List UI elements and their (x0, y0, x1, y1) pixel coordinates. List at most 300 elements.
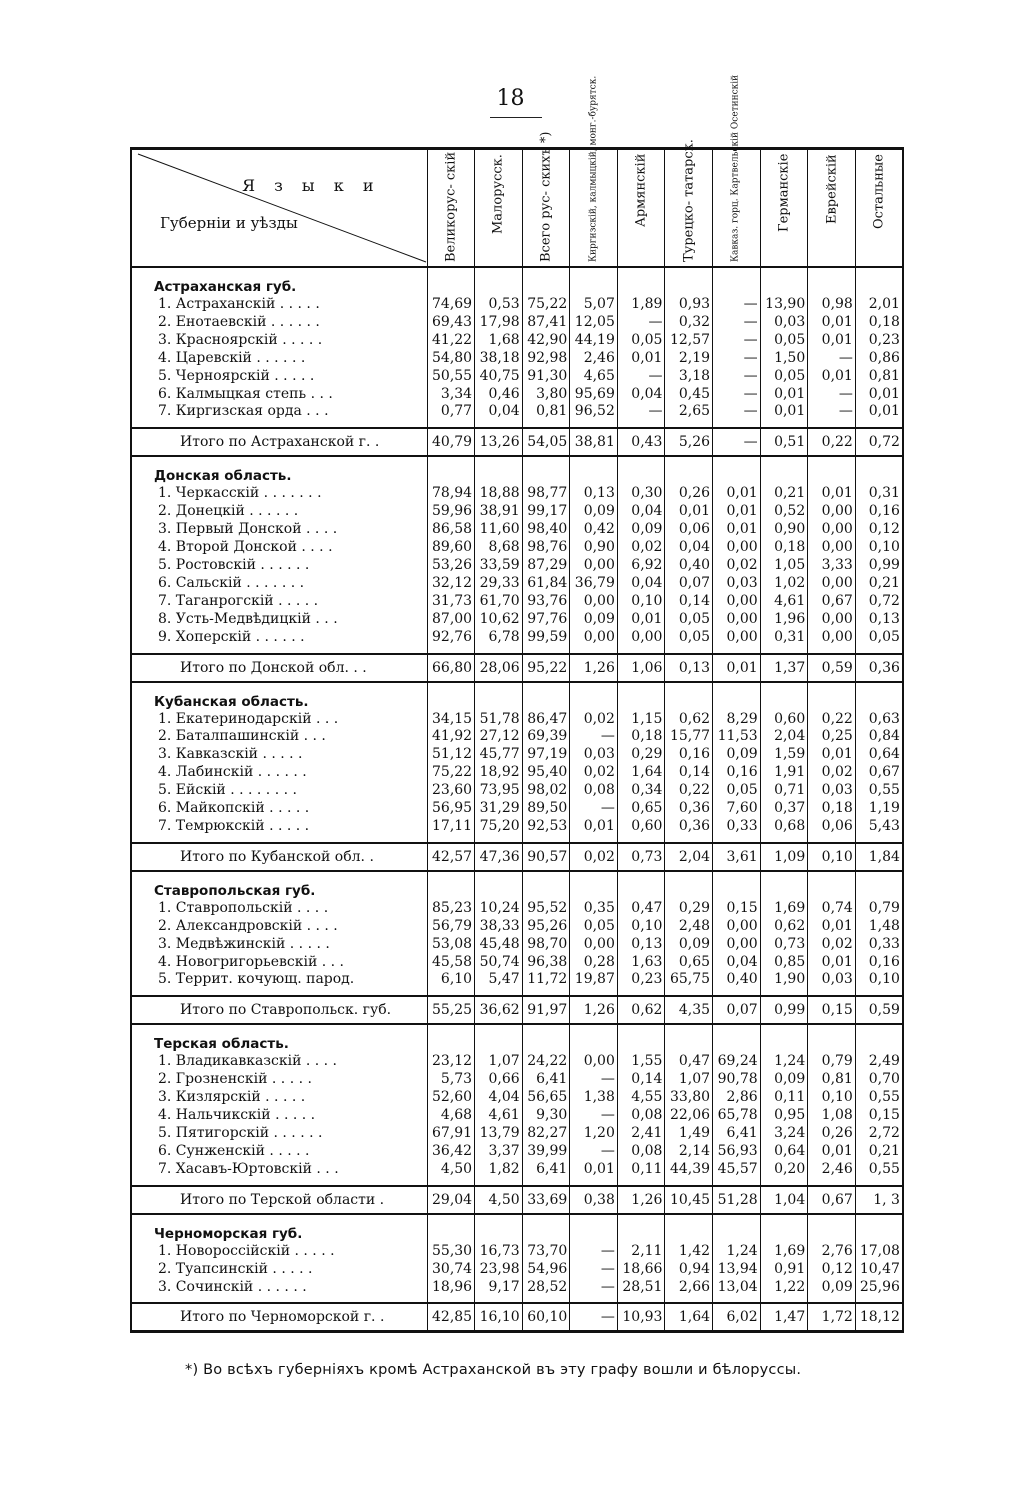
value-cell: 0,74 (808, 900, 856, 918)
total-value-cell: 0,38 (570, 1186, 618, 1214)
value-cell: 0,01 (855, 403, 903, 421)
value-cell: 1,49 (665, 1125, 713, 1143)
total-value-cell: 10,93 (617, 1303, 665, 1332)
value-cell: 0,60 (617, 818, 665, 836)
empty-cell (427, 682, 475, 711)
empty-cell (760, 1296, 808, 1303)
total-value-cell: 4,50 (475, 1186, 523, 1214)
district-name: 5. Пятигорскій . . . . . . (131, 1125, 427, 1143)
value-cell: 0,01 (713, 503, 761, 521)
value-cell: 2,72 (855, 1125, 903, 1143)
value-cell: 0,04 (665, 539, 713, 557)
empty-cell (131, 1296, 427, 1303)
value-cell: 24,22 (522, 1053, 570, 1071)
total-value-cell: 29,04 (427, 1186, 475, 1214)
total-value-cell: 16,10 (475, 1303, 523, 1332)
total-value-cell: 0,36 (855, 654, 903, 682)
value-cell: 39,99 (522, 1143, 570, 1161)
total-value-cell: 1,84 (855, 843, 903, 871)
value-cell: 1,05 (760, 557, 808, 575)
total-value-cell: 1,04 (760, 1186, 808, 1214)
empty-cell (855, 1024, 903, 1053)
total-value-cell: 1,47 (760, 1303, 808, 1332)
empty-cell (570, 989, 618, 996)
table-row (131, 800, 903, 818)
value-cell: 0,79 (808, 1053, 856, 1071)
empty-cell (665, 267, 713, 296)
value-cell: 0,01 (617, 350, 665, 368)
value-cell: 2,11 (617, 1243, 665, 1261)
section-title: Донская область. (131, 456, 427, 485)
value-cell: 0,11 (760, 1089, 808, 1107)
value-cell: 4,68 (427, 1107, 475, 1125)
column-header-label: Еврейскій (824, 154, 840, 224)
value-cell: 0,10 (855, 539, 903, 557)
empty-cell (131, 836, 427, 843)
value-cell: 99,59 (522, 629, 570, 647)
empty-cell (713, 456, 761, 485)
value-cell: 0,01 (808, 918, 856, 936)
value-cell: 0,22 (665, 782, 713, 800)
value-cell: 0,52 (760, 503, 808, 521)
value-cell: 0,14 (665, 764, 713, 782)
total-value-cell: 5,26 (665, 428, 713, 456)
total-value-cell: 38,81 (570, 428, 618, 456)
value-cell: 0,12 (855, 521, 903, 539)
value-cell: 0,00 (713, 539, 761, 557)
empty-cell (760, 1024, 808, 1053)
value-cell: 0,79 (855, 900, 903, 918)
empty-cell (713, 989, 761, 996)
empty-cell (713, 682, 761, 711)
value-cell: 0,64 (760, 1143, 808, 1161)
value-cell: 98,76 (522, 539, 570, 557)
district-name: 6. Сальскій . . . . . . . (131, 575, 427, 593)
value-cell: 0,09 (760, 1071, 808, 1089)
empty-cell (475, 647, 523, 654)
value-cell: 0,99 (855, 557, 903, 575)
value-cell: 0,20 (760, 1161, 808, 1179)
empty-cell (665, 836, 713, 843)
empty-cell (617, 836, 665, 843)
value-cell: 89,50 (522, 800, 570, 818)
district-name: 7. Темрюкскій . . . . . (131, 818, 427, 836)
value-cell: 8,29 (713, 711, 761, 729)
empty-cell (475, 682, 523, 711)
value-cell: 0,66 (475, 1071, 523, 1089)
district-name: 2. Донецкій . . . . . . (131, 503, 427, 521)
value-cell: 0,33 (855, 936, 903, 954)
table-row (131, 332, 903, 350)
value-cell: 89,60 (427, 539, 475, 557)
value-cell: 56,79 (427, 918, 475, 936)
value-cell: 0,01 (713, 521, 761, 539)
empty-cell (855, 871, 903, 900)
total-value-cell: 0,99 (760, 996, 808, 1024)
empty-cell (617, 1024, 665, 1053)
value-cell: 0,47 (665, 1053, 713, 1071)
section-title: Черноморская губ. (131, 1214, 427, 1243)
value-cell: 0,32 (665, 314, 713, 332)
total-value-cell: 0,73 (617, 843, 665, 871)
total-value-cell: 0,72 (855, 428, 903, 456)
value-cell: 0,46 (475, 386, 523, 404)
empty-cell (475, 1024, 523, 1053)
value-cell: 87,41 (522, 314, 570, 332)
district-name: 5. Ейскій . . . . . . . . (131, 782, 427, 800)
value-cell: 1,24 (713, 1243, 761, 1261)
empty-cell (617, 267, 665, 296)
value-cell: 2,48 (665, 918, 713, 936)
value-cell: 16,73 (475, 1243, 523, 1261)
value-cell: 0,04 (617, 575, 665, 593)
value-cell: 5,43 (855, 818, 903, 836)
value-cell: 1,63 (617, 954, 665, 972)
value-cell: 0,00 (570, 1053, 618, 1071)
district-name: 1. Владикавказскій . . . . (131, 1053, 427, 1071)
value-cell: 4,61 (475, 1107, 523, 1125)
value-cell: 0,36 (665, 800, 713, 818)
empty-cell (617, 1214, 665, 1243)
total-value-cell: 0,22 (808, 428, 856, 456)
value-cell: 1,07 (475, 1053, 523, 1071)
value-cell: 0,09 (570, 503, 618, 521)
value-cell: 13,90 (760, 296, 808, 314)
empty-cell (427, 836, 475, 843)
value-cell: — (617, 368, 665, 386)
value-cell: 0,02 (808, 764, 856, 782)
value-cell: 28,52 (522, 1279, 570, 1297)
value-cell: 0,55 (855, 1089, 903, 1107)
value-cell: 32,12 (427, 575, 475, 593)
empty-cell (475, 456, 523, 485)
table-row (131, 314, 903, 332)
value-cell: 75,20 (475, 818, 523, 836)
district-name: 7. Таганрогскій . . . . . (131, 593, 427, 611)
value-cell: — (713, 403, 761, 421)
empty-cell (475, 267, 523, 296)
value-cell: 2,65 (665, 403, 713, 421)
empty-cell (570, 1296, 618, 1303)
value-cell: 0,71 (760, 782, 808, 800)
column-header (760, 149, 808, 268)
value-cell: 0,62 (665, 711, 713, 729)
empty-cell (570, 267, 618, 296)
table-row (131, 386, 903, 404)
table-row (131, 764, 903, 782)
total-value-cell: 0,51 (760, 428, 808, 456)
value-cell: 0,01 (808, 368, 856, 386)
value-cell: 92,98 (522, 350, 570, 368)
value-cell: 0,29 (665, 900, 713, 918)
total-value-cell: 1,26 (570, 654, 618, 682)
value-cell: 25,96 (855, 1279, 903, 1297)
empty-cell (475, 1179, 523, 1186)
value-cell: 67,91 (427, 1125, 475, 1143)
value-cell: — (713, 386, 761, 404)
value-cell: 5,07 (570, 296, 618, 314)
total-value-cell: 1,09 (760, 843, 808, 871)
value-cell: 0,01 (808, 314, 856, 332)
empty-cell (522, 682, 570, 711)
value-cell: 86,47 (522, 711, 570, 729)
column-header (713, 74, 761, 268)
value-cell: 1,59 (760, 746, 808, 764)
total-value-cell: 1,26 (617, 1186, 665, 1214)
value-cell: 53,08 (427, 936, 475, 954)
empty-cell (427, 1179, 475, 1186)
total-value-cell: 33,69 (522, 1186, 570, 1214)
empty-cell (855, 1214, 903, 1243)
value-cell: 1,68 (475, 332, 523, 350)
value-cell: 0,40 (713, 971, 761, 989)
table-row (131, 593, 903, 611)
statistics-table-container (130, 74, 902, 1357)
value-cell: 38,18 (475, 350, 523, 368)
value-cell: 69,39 (522, 728, 570, 746)
empty-cell (522, 1179, 570, 1186)
value-cell: 0,65 (617, 800, 665, 818)
total-value-cell: 90,57 (522, 843, 570, 871)
total-value-cell: 0,10 (808, 843, 856, 871)
value-cell: 1,20 (570, 1125, 618, 1143)
value-cell: 1,22 (760, 1279, 808, 1297)
empty-cell (475, 1214, 523, 1243)
value-cell: 3,80 (522, 386, 570, 404)
value-cell: 0,84 (855, 728, 903, 746)
value-cell: 18,66 (617, 1261, 665, 1279)
value-cell: 2,14 (665, 1143, 713, 1161)
value-cell: 0,60 (760, 711, 808, 729)
value-cell: 0,63 (855, 711, 903, 729)
value-cell: 61,84 (522, 575, 570, 593)
value-cell: 1,64 (617, 764, 665, 782)
value-cell: 0,14 (665, 593, 713, 611)
total-row (131, 1186, 903, 1214)
value-cell: 61,70 (475, 593, 523, 611)
value-cell: 0,47 (617, 900, 665, 918)
column-header-label: Армянскій (633, 154, 649, 228)
footnote: *) Во всѣхъ губерніяхъ кромѣ Астраханской въ эту графу вошли и бѣлоруссы. (185, 1362, 802, 1378)
district-name: 5. Ростовскій . . . . . . (131, 557, 427, 575)
value-cell: 0,08 (570, 782, 618, 800)
empty-cell (522, 1024, 570, 1053)
value-cell: 0,00 (808, 629, 856, 647)
value-cell: 0,09 (617, 521, 665, 539)
value-cell: 0,01 (760, 386, 808, 404)
languages-label: Я з ы к и (242, 176, 381, 195)
value-cell: 0,16 (855, 954, 903, 972)
table-row (131, 900, 903, 918)
section-heading-row (131, 1024, 903, 1053)
value-cell: 10,62 (475, 611, 523, 629)
value-cell: 0,00 (570, 593, 618, 611)
value-cell: 4,61 (760, 593, 808, 611)
table-row (131, 936, 903, 954)
value-cell: 0,00 (713, 936, 761, 954)
value-cell: 0,02 (570, 711, 618, 729)
empty-cell (617, 989, 665, 996)
column-header-label: Турецко- татарск. (681, 139, 697, 262)
value-cell: 2,04 (760, 728, 808, 746)
empty-cell (475, 1296, 523, 1303)
table-row (131, 611, 903, 629)
empty-cell (855, 1296, 903, 1303)
total-value-cell: 1, 3 (855, 1186, 903, 1214)
empty-cell (855, 456, 903, 485)
table-header-row (131, 149, 903, 268)
district-name: 6. Майкопскій . . . . . (131, 800, 427, 818)
column-header (855, 149, 903, 268)
total-value-cell: 1,06 (617, 654, 665, 682)
value-cell: 2,66 (665, 1279, 713, 1297)
value-cell: 0,01 (855, 386, 903, 404)
value-cell: 0,05 (855, 629, 903, 647)
value-cell: 85,23 (427, 900, 475, 918)
empty-cell (665, 421, 713, 428)
empty-cell (617, 1179, 665, 1186)
value-cell: 55,30 (427, 1243, 475, 1261)
section-title: Ставропольская губ. (131, 871, 427, 900)
value-cell: 40,75 (475, 368, 523, 386)
empty-cell (475, 421, 523, 428)
value-cell: 1,55 (617, 1053, 665, 1071)
value-cell: 1,50 (760, 350, 808, 368)
empty-cell (617, 456, 665, 485)
district-name: 2. Александровскій . . . . (131, 918, 427, 936)
table-row (131, 503, 903, 521)
value-cell: 0,70 (855, 1071, 903, 1089)
empty-cell (808, 267, 856, 296)
empty-cell (522, 836, 570, 843)
value-cell: 51,78 (475, 711, 523, 729)
value-cell: 0,31 (760, 629, 808, 647)
empty-cell (570, 836, 618, 843)
value-cell: — (570, 1071, 618, 1089)
value-cell: 45,57 (713, 1161, 761, 1179)
empty-cell (760, 682, 808, 711)
page-number: 18 (496, 86, 525, 111)
empty-cell (760, 989, 808, 996)
value-cell: 0,11 (617, 1161, 665, 1179)
value-cell: 0,00 (713, 611, 761, 629)
empty-cell (522, 267, 570, 296)
value-cell: 56,95 (427, 800, 475, 818)
value-cell: 69,24 (713, 1053, 761, 1071)
value-cell: 0,10 (855, 971, 903, 989)
value-cell: 0,10 (617, 918, 665, 936)
empty-cell (475, 836, 523, 843)
language-statistics-table (130, 74, 904, 1333)
value-cell: 0,06 (808, 818, 856, 836)
total-row (131, 843, 903, 871)
value-cell: — (570, 1279, 618, 1297)
value-cell: 19,87 (570, 971, 618, 989)
value-cell: 0,26 (808, 1125, 856, 1143)
value-cell: 2,41 (617, 1125, 665, 1143)
value-cell: 0,13 (617, 936, 665, 954)
value-cell: 0,00 (808, 575, 856, 593)
value-cell: 2,46 (570, 350, 618, 368)
empty-cell (760, 836, 808, 843)
value-cell: 0,04 (617, 503, 665, 521)
value-cell: 0,02 (617, 539, 665, 557)
empty-cell (570, 1024, 618, 1053)
total-value-cell: 40,79 (427, 428, 475, 456)
column-header-label: Всего рус- скихъ *) (538, 131, 554, 262)
value-cell: 18,92 (475, 764, 523, 782)
value-cell: 1,91 (760, 764, 808, 782)
empty-cell (131, 989, 427, 996)
value-cell: — (617, 403, 665, 421)
table-row (131, 1125, 903, 1143)
district-name: 6. Сунженскій . . . . . (131, 1143, 427, 1161)
table-row (131, 403, 903, 421)
value-cell: — (808, 403, 856, 421)
value-cell: 0,81 (808, 1071, 856, 1089)
section-heading-row (131, 682, 903, 711)
empty-cell (808, 647, 856, 654)
value-cell: 0,18 (808, 800, 856, 818)
value-cell: 0,03 (570, 746, 618, 764)
empty-cell (855, 682, 903, 711)
empty-cell (665, 1024, 713, 1053)
total-value-cell: 0,07 (713, 996, 761, 1024)
value-cell: 1,15 (617, 711, 665, 729)
empty-cell (855, 647, 903, 654)
value-cell: 11,53 (713, 728, 761, 746)
value-cell: 56,65 (522, 1089, 570, 1107)
value-cell: 95,52 (522, 900, 570, 918)
empty-cell (713, 421, 761, 428)
value-cell: 0,72 (855, 593, 903, 611)
value-cell: 28,51 (617, 1279, 665, 1297)
total-label: Итого по Кубанской обл. . (131, 843, 427, 871)
value-cell: 0,01 (808, 954, 856, 972)
total-value-cell: 51,28 (713, 1186, 761, 1214)
total-value-cell: 2,04 (665, 843, 713, 871)
value-cell: 31,29 (475, 800, 523, 818)
value-cell: 0,01 (808, 332, 856, 350)
value-cell: 50,55 (427, 368, 475, 386)
value-cell: 73,70 (522, 1243, 570, 1261)
table-row (131, 350, 903, 368)
total-row (131, 1303, 903, 1332)
value-cell: 0,65 (665, 954, 713, 972)
value-cell: 95,69 (570, 386, 618, 404)
value-cell: 75,22 (522, 296, 570, 314)
value-cell: 45,58 (427, 954, 475, 972)
district-name: 1. Екатеринодарскій . . . (131, 711, 427, 729)
district-name: 7. Хасавъ-Юртовскій . . . (131, 1161, 427, 1179)
table-row (131, 1071, 903, 1089)
section-heading-row (131, 456, 903, 485)
value-cell: 41,22 (427, 332, 475, 350)
empty-cell (760, 647, 808, 654)
value-cell: 0,77 (427, 403, 475, 421)
total-label: Итого по Астраханской г. . (131, 428, 427, 456)
column-header (665, 139, 713, 268)
empty-cell (570, 456, 618, 485)
district-name: 1. Ставропольскій . . . . (131, 900, 427, 918)
total-value-cell: 1,37 (760, 654, 808, 682)
district-name: 3. Кавказскій . . . . . (131, 746, 427, 764)
value-cell: 0,09 (665, 936, 713, 954)
value-cell: 9,17 (475, 1279, 523, 1297)
empty-cell (808, 682, 856, 711)
value-cell: 17,08 (855, 1243, 903, 1261)
value-cell: 38,91 (475, 503, 523, 521)
